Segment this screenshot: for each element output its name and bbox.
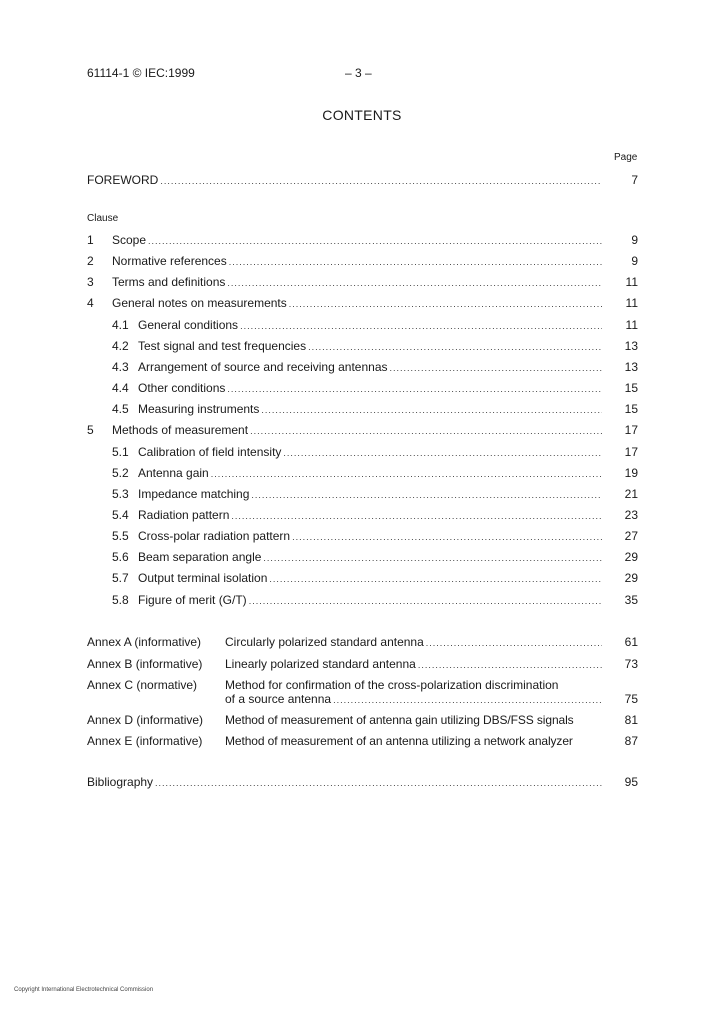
toc-entry-label: Other conditions: [138, 381, 226, 395]
toc-entry-clause[interactable]: [112, 444, 638, 460]
toc-entry-page: 13: [624, 359, 638, 374]
toc-entry-number: 5.2: [112, 465, 129, 480]
toc-entry-clause[interactable]: [87, 253, 638, 269]
toc-entry-page: 7: [631, 173, 638, 187]
annex-label: Annex A (informative): [87, 635, 202, 649]
annex-title: Method of measurement of antenna gain utilizing DBS/FSS signals: [225, 713, 574, 727]
toc-entry-annex[interactable]: [87, 656, 638, 672]
toc-entry-bibliography[interactable]: [87, 774, 638, 790]
toc-entry-page: 75: [624, 692, 638, 706]
toc-entry-label: Output terminal isolation: [138, 571, 268, 586]
toc-entry-page: 21: [624, 486, 638, 501]
toc-entry-annex[interactable]: [87, 634, 638, 650]
toc-entry-number: 4.4: [112, 381, 129, 395]
toc-entry-page: 35: [624, 592, 638, 607]
toc-entry-clause[interactable]: [87, 274, 638, 290]
toc-entry-label: General notes on measurements: [112, 296, 287, 311]
toc-entry-number: 4.2: [112, 338, 129, 353]
toc-entry-number: 2: [87, 254, 94, 269]
toc-entry-annex[interactable]: [87, 712, 638, 728]
dot-leader: [283, 445, 602, 461]
dot-leader: [240, 318, 602, 334]
toc-entry-number: 1: [87, 233, 94, 247]
annex-label: Annex C (normative): [87, 678, 198, 692]
toc-entry-number: 4: [87, 296, 94, 311]
toc-entry-number: 5: [87, 423, 94, 438]
toc-entry-clause[interactable]: [87, 422, 638, 438]
toc-entry-page: 9: [631, 254, 638, 269]
annex-title: Circularly polarized standard antenna: [225, 635, 424, 649]
toc-entry-annex[interactable]: [87, 733, 638, 749]
toc-entry-page: 19: [624, 465, 638, 480]
toc-entry-number: 5.5: [112, 529, 129, 544]
dot-leader: [269, 571, 602, 587]
toc-entry-label: Arrangement of source and receiving antennas: [138, 359, 388, 374]
toc-entry-label: Beam separation angle: [138, 550, 262, 565]
toc-entry-clause[interactable]: [112, 528, 638, 544]
annex-label: Annex B (informative): [87, 657, 203, 671]
toc-entry-page: 87: [624, 734, 638, 748]
header-page-number: – 3 –: [345, 66, 372, 80]
toc-entry-number: 3: [87, 275, 94, 290]
dot-leader: [390, 360, 603, 376]
dot-leader: [227, 275, 602, 291]
toc-entry-label: Terms and definitions: [112, 275, 226, 290]
toc-entry-page: 95: [624, 775, 638, 789]
toc-entry-number: 4.3: [112, 359, 129, 374]
toc-entry-page: 81: [624, 713, 638, 727]
toc-entry-page: 29: [624, 571, 638, 586]
toc-entry-clause[interactable]: [112, 338, 638, 354]
toc-entry-annex[interactable]: [87, 677, 638, 711]
dot-leader: [289, 296, 602, 312]
dot-leader: [229, 254, 602, 270]
annex-title: Method for confirmation of the cross-polarization discrimination: [225, 678, 559, 692]
dot-leader: [292, 529, 602, 545]
dot-leader: [251, 487, 602, 503]
dot-leader: [249, 593, 602, 609]
dot-leader: [155, 775, 602, 791]
toc-entry-page: 17: [624, 423, 638, 438]
dot-leader: [426, 635, 602, 651]
toc-entry-label: Test signal and test frequencies: [138, 338, 307, 353]
toc-entry-page: 15: [624, 402, 638, 417]
page-title: CONTENTS: [322, 107, 402, 123]
dot-leader: [261, 402, 602, 418]
toc-entry-number: 5.1: [112, 444, 129, 459]
toc-entry-label: General conditions: [138, 317, 239, 332]
dot-leader: [263, 550, 602, 566]
annex-title: Method of measurement of an antenna utilizing a network analyzer: [225, 734, 573, 748]
annex-label: Annex E (informative): [87, 734, 203, 748]
toc-entry-clause[interactable]: [112, 465, 638, 481]
toc-entry-clause[interactable]: [112, 507, 638, 523]
clause-label: Clause: [87, 213, 119, 224]
dot-leader: [308, 339, 602, 355]
toc-entry-page: 9: [631, 233, 638, 247]
toc-entry-label: Figure of merit (G/T): [138, 592, 247, 607]
toc-entry-label: Cross-polar radiation pattern: [138, 529, 291, 544]
toc-entry-foreword[interactable]: [87, 172, 638, 188]
toc-entry-clause[interactable]: [112, 380, 638, 396]
toc-entry-clause[interactable]: [112, 359, 638, 375]
page-column-label: Page: [614, 152, 638, 163]
dot-leader: [227, 381, 602, 397]
toc-entry-page: 73: [624, 657, 638, 671]
dot-leader: [333, 692, 602, 708]
toc-entry-label: Bibliography: [87, 775, 154, 789]
toc-entry-number: 4.5: [112, 402, 129, 417]
toc-entry-clause[interactable]: [112, 401, 638, 417]
dot-leader: [231, 508, 602, 524]
toc-entry-label: Radiation pattern: [138, 507, 230, 522]
toc-entry-label: Impedance matching: [138, 486, 250, 501]
toc-entry-number: 5.8: [112, 592, 129, 607]
dot-leader: [211, 466, 602, 482]
toc-entry-clause[interactable]: [112, 486, 638, 502]
toc-entry-number: 5.7: [112, 571, 129, 586]
annex-label: Annex D (informative): [87, 713, 204, 727]
toc-entry-page: 29: [624, 550, 638, 565]
toc-entry-number: 5.6: [112, 550, 129, 565]
toc-entry-number: 5.3: [112, 486, 129, 501]
toc-entry-page: 27: [624, 529, 638, 544]
toc-entry-label: Methods of measurement: [112, 423, 249, 438]
toc-entry-clause[interactable]: [87, 232, 638, 248]
dot-leader: [418, 657, 602, 673]
toc-entry-number: 4.1: [112, 317, 129, 332]
toc-entry-clause[interactable]: [87, 295, 638, 311]
toc-entry-clause[interactable]: [112, 592, 638, 608]
dot-leader: [160, 173, 602, 189]
header-document-id: 61114-1 © IEC:1999: [87, 66, 195, 80]
toc-entry-label: Normative references: [112, 254, 227, 269]
copyright-footer: Copyright International Electrotechnical Commission: [14, 987, 154, 993]
toc-entry-page: 13: [624, 338, 638, 353]
toc-entry-page: 17: [624, 444, 638, 459]
toc-entry-clause[interactable]: [112, 317, 638, 333]
toc-entry-page: 11: [625, 317, 638, 332]
toc-entry-number: 5.4: [112, 507, 129, 522]
toc-entry-label: Scope: [112, 233, 147, 247]
toc-entry-page: 11: [625, 275, 638, 290]
dot-leader: [148, 233, 602, 249]
toc-entry-label: Measuring instruments: [138, 402, 260, 417]
toc-entry-label: FOREWORD: [87, 173, 159, 187]
annex-title-continued: of a source antenna: [225, 692, 332, 706]
annex-title: Linearly polarized standard antenna: [225, 657, 416, 671]
dot-leader: [250, 423, 602, 439]
toc-entry-label: Antenna gain: [138, 465, 209, 480]
toc-entry-page: 23: [624, 507, 638, 522]
toc-entry-page: 61: [624, 635, 638, 649]
toc-entry-clause[interactable]: [112, 549, 638, 565]
toc-entry-label: Calibration of field intensity: [138, 444, 282, 459]
toc-entry-page: 15: [624, 381, 638, 395]
toc-entry-clause[interactable]: [112, 570, 638, 586]
toc-entry-page: 11: [625, 296, 638, 311]
